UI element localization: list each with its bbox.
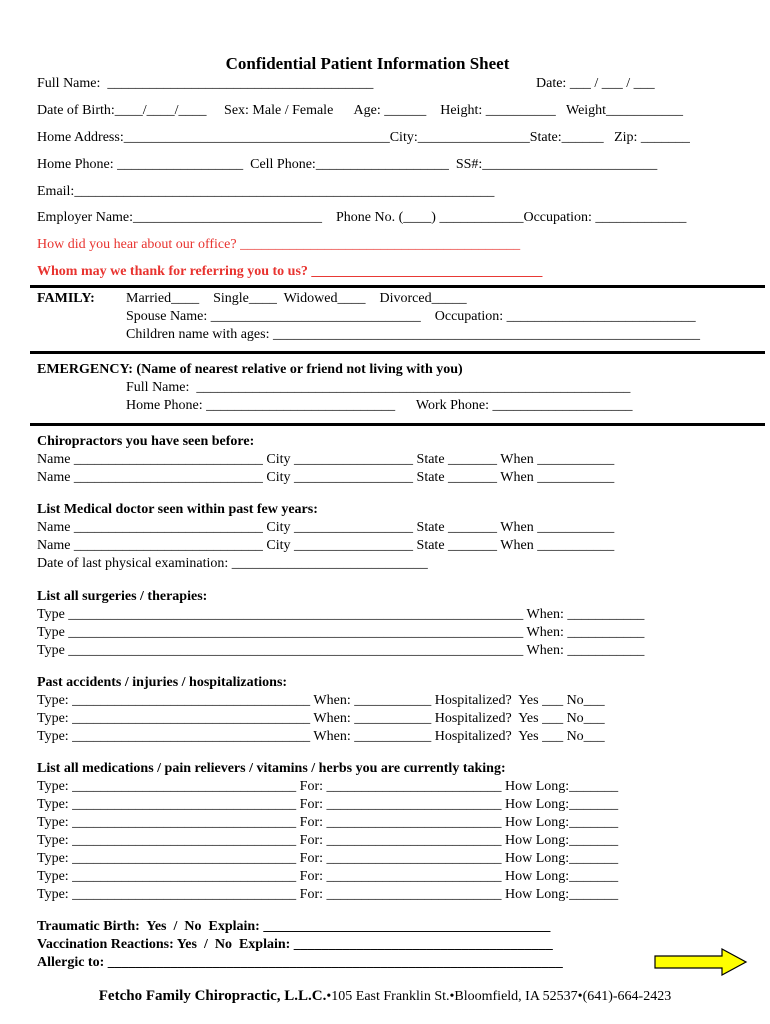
phone-row[interactable]: Home Phone: __________________ Cell Phone:___________________ SS#:_________________________ — [37, 157, 658, 172]
medication-row[interactable]: Type: ________________________________ For: _________________________ How Long:_______ — [37, 797, 619, 812]
family-label: FAMILY: — [37, 291, 95, 306]
chiropractor-row[interactable]: Name ___________________________ City _________________ State _______ When ___________ — [37, 452, 615, 467]
emergency-name-field[interactable]: Full Name: ______________________________________________________________ — [126, 380, 631, 395]
medication-row[interactable]: Type: ________________________________ For: _________________________ How Long:_______ — [37, 815, 619, 830]
full-name-field[interactable]: Full Name: ______________________________________ — [37, 76, 374, 91]
footer — [0, 988, 770, 1005]
medication-row[interactable]: Type: ________________________________ For: _________________________ How Long:_______ — [37, 887, 619, 902]
allergic-row[interactable]: Allergic to: _________________________________________________________________ — [37, 955, 563, 970]
dob-row[interactable]: Date of Birth:____/____/____ Sex: Male / Female Age: ______ Height: __________ Weight___________ — [37, 103, 684, 118]
medical-doctor-heading: List Medical doctor seen within past few years: — [37, 502, 318, 517]
children-row[interactable]: Children name with ages: _____________________________________________________________ — [126, 327, 700, 342]
address-row[interactable]: Home Address:______________________________________City:________________State:______ Zip: _______ — [37, 130, 690, 145]
referral-field[interactable]: Whom may we thank for referring you to us? _________________________________ — [37, 264, 543, 279]
divider — [30, 285, 765, 288]
medication-row[interactable]: Type: ________________________________ For: _________________________ How Long:_______ — [37, 869, 619, 884]
accident-row[interactable]: Type: __________________________________ When: ___________ Hospitalized? Yes ___ No___ — [37, 711, 605, 726]
medication-row[interactable]: Type: ________________________________ For: _________________________ How Long:_______ — [37, 779, 619, 794]
right-arrow-icon[interactable] — [654, 948, 748, 976]
last-physical-field[interactable]: Date of last physical examination: ____________________________ — [37, 556, 428, 571]
medication-row[interactable]: Type: ________________________________ For: _________________________ How Long:_______ — [37, 833, 619, 848]
accident-row[interactable]: Type: __________________________________ When: ___________ Hospitalized? Yes ___ No___ — [37, 693, 605, 708]
surgery-row[interactable]: Type _________________________________________________________________ When: ___________ — [37, 607, 645, 622]
practice-name: Fetcho Family Chiropractic, L.L.C. — [98, 988, 327, 1004]
accidents-heading: Past accidents / injuries / hospitalizations: — [37, 675, 288, 690]
accident-row[interactable]: Type: __________________________________ When: ___________ Hospitalized? Yes ___ No___ — [37, 729, 605, 744]
emergency-phone-row[interactable]: Home Phone: ___________________________ Work Phone: ____________________ — [126, 398, 633, 413]
chiropractors-heading: Chiropractors you have seen before: — [37, 434, 255, 449]
vaccination-row[interactable]: Vaccination Reactions: Yes / No Explain: _____________________________________ — [37, 937, 553, 952]
divider — [30, 423, 765, 426]
medical-doctor-row[interactable]: Name ___________________________ City _________________ State _______ When ___________ — [37, 538, 615, 553]
spouse-row[interactable]: Spouse Name: ______________________________ Occupation: ___________________________ — [126, 309, 696, 324]
surgery-row[interactable]: Type _________________________________________________________________ When: ___________ — [37, 643, 645, 658]
heard-about-field[interactable]: How did you hear about our office? ________________________________________ — [37, 237, 521, 252]
page-title: Confidential Patient Information Sheet — [225, 54, 510, 73]
chiropractor-row[interactable]: Name ___________________________ City _________________ State _______ When ___________ — [37, 470, 615, 485]
employer-row[interactable]: Employer Name:___________________________ Phone No. (____) ____________Occupation: _____________ — [37, 210, 687, 225]
medication-row[interactable]: Type: ________________________________ For: _________________________ How Long:_______ — [37, 851, 619, 866]
family-status-row[interactable]: Married____ Single____ Widowed____ Divorced_____ — [126, 291, 467, 306]
surgery-row[interactable]: Type _________________________________________________________________ When: ___________ — [37, 625, 645, 640]
medical-doctor-row[interactable]: Name ___________________________ City _________________ State _______ When ___________ — [37, 520, 615, 535]
divider — [30, 351, 765, 354]
traumatic-birth-row[interactable]: Traumatic Birth: Yes / No Explain: _________________________________________ — [37, 919, 551, 934]
date-field[interactable]: Date: ___ / ___ / ___ — [536, 76, 655, 91]
surgeries-heading: List all surgeries / therapies: — [37, 589, 208, 604]
medications-heading: List all medications / pain relievers / vitamins / herbs you are currently taking: — [37, 761, 506, 776]
practice-address: •105 East Franklin St.•Bloomfield, IA 52537•(641)-664-2423 — [326, 989, 672, 1004]
email-field[interactable]: Email:____________________________________________________________ — [37, 184, 495, 199]
emergency-heading: EMERGENCY: (Name of nearest relative or friend not living with you) — [37, 362, 463, 377]
